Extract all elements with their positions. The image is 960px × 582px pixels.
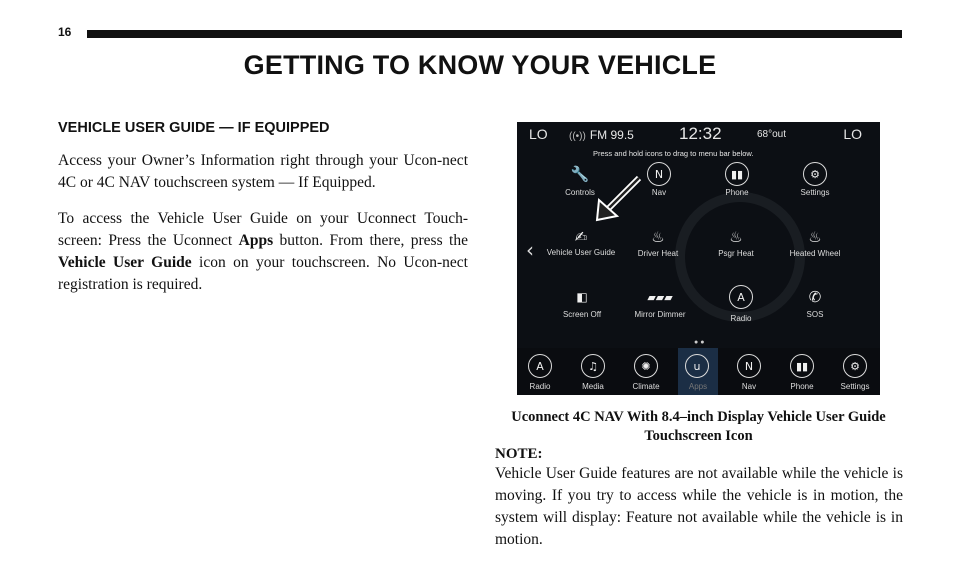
clock: 12:32 [679, 124, 722, 143]
drag-hint: Press and hold icons to drag to menu bar below. [593, 149, 754, 158]
apps-icon[interactable]: u [685, 354, 709, 378]
paragraph-2-text-b: button. From there, press the [273, 232, 468, 249]
apps-term: Apps [238, 232, 274, 249]
vehicle-user-guide-icon[interactable]: ✍ [574, 228, 588, 246]
app-label-heated-wheel: Heated Wheel [789, 249, 841, 258]
dock-phone-icon[interactable]: ▮▮ [790, 354, 814, 378]
dock-label-media: Media [582, 382, 604, 391]
wrench-icon[interactable]: 🔧 [570, 165, 590, 183]
app-label-psgr-heat: Psgr Heat [718, 249, 754, 258]
app-label-driver-heat: Driver Heat [637, 249, 679, 258]
dock-label-phone: Phone [790, 382, 814, 391]
page-number: 16 [58, 25, 72, 39]
driver-seat-heat-icon[interactable]: ♨ [651, 228, 665, 246]
signal-icon: ((•)) [569, 131, 586, 142]
vehicle-user-guide-term: Vehicle User Guide [58, 254, 192, 271]
dock-label-nav: Nav [741, 382, 757, 391]
app-label-controls: Controls [565, 188, 595, 197]
app-label-screen-off: Screen Off [562, 310, 602, 319]
paragraph-2 [58, 208, 468, 296]
radio-icon[interactable]: A [729, 285, 753, 309]
dock-gear-icon[interactable]: ⚙ [843, 354, 867, 378]
paragraph-2-text-a: To access the Vehicle User Guide on your Uconnect Touch-screen: Press the Uconnect [58, 210, 468, 249]
mirror-dimmer-icon[interactable]: ▰▰▰ [647, 290, 673, 304]
note-body: Vehicle User Guide features are not available while the vehicle is moving. If you try to access while the vehicle is in motion, the system will display: Feature not available while the vehicle is in motion. [495, 465, 903, 548]
app-label-nav: Nav [651, 188, 667, 197]
dock-radio-icon[interactable]: A [528, 354, 552, 378]
gear-icon[interactable]: ⚙ [803, 162, 827, 186]
outside-temp: 68°out [757, 129, 787, 140]
chapter-title: GETTING TO KNOW YOUR VEHICLE [243, 50, 717, 80]
note-heading: NOTE: [495, 446, 543, 462]
app-label-radio: Radio [730, 314, 752, 323]
music-note-icon[interactable]: ♫ [581, 354, 605, 378]
paragraph-2-text-c: icon on your touchscreen. No Ucon-nect registration is required. [58, 254, 468, 293]
paragraph-1: Access your Owner’s Information right through your Ucon-nect 4C or 4C NAV touchscreen system — If Equipped. [58, 152, 468, 191]
figure-caption: Uconnect 4C NAV With 8.4–inch Display Vehicle User Guide Touchscreen Icon [511, 409, 886, 444]
heated-wheel-icon[interactable]: ♨ [808, 228, 822, 246]
app-label-sos: SOS [806, 310, 824, 319]
app-label-mirror-dimmer: Mirror Dimmer [634, 310, 686, 319]
section-heading: VEHICLE USER GUIDE — IF EQUIPPED [58, 120, 330, 136]
dock-label-climate: Climate [632, 382, 660, 391]
chevron-left-icon[interactable]: ‹ [526, 238, 534, 262]
nav-icon[interactable]: N [647, 162, 671, 186]
page-indicator: ●● [694, 338, 707, 346]
touchscreen-image [517, 122, 880, 395]
app-label-settings: Settings [800, 188, 830, 197]
sos-icon[interactable]: ✆ [808, 288, 822, 306]
phone-icon[interactable]: ▮▮ [725, 162, 749, 186]
left-column [58, 120, 468, 310]
screen-off-icon[interactable]: ◧ [576, 290, 588, 304]
climate-lo-right: LO [843, 126, 862, 142]
dock-label-settings: Settings [840, 382, 870, 391]
app-label-vehicle-user-guide: Vehicle User Guide [546, 248, 616, 257]
passenger-seat-heat-icon[interactable]: ♨ [729, 228, 743, 246]
radio-station [569, 128, 634, 142]
climate-icon[interactable]: ✺ [634, 354, 658, 378]
header-rule [87, 30, 902, 38]
pointer-arrow [591, 174, 647, 224]
radio-station-text: FM 99.5 [589, 128, 634, 142]
dock-label-apps: Apps [688, 382, 708, 391]
climate-lo-left: LO [529, 126, 548, 142]
dock-label-radio: Radio [529, 382, 551, 391]
dock-nav-icon[interactable]: N [737, 354, 761, 378]
app-label-phone: Phone [725, 188, 749, 197]
